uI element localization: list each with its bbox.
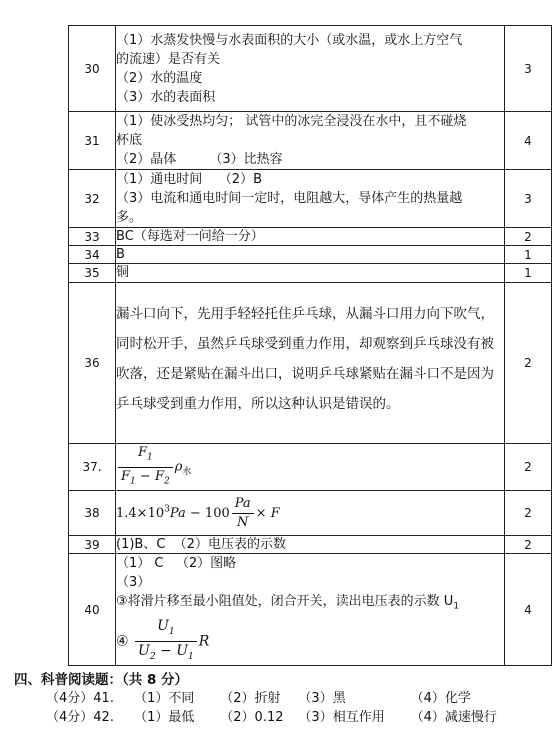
points-label: （4分）42.: [46, 710, 114, 725]
question-number: 37.: [69, 444, 116, 491]
question-number: 34: [69, 246, 116, 264]
fraction-denominator: N: [237, 514, 249, 530]
answer-line: （1）通电时间 （2）B: [116, 172, 262, 187]
score: 4: [505, 554, 552, 666]
question-number: 33: [69, 228, 116, 246]
score: 2: [505, 444, 552, 491]
table-row: [69, 246, 552, 264]
question-number: 32: [69, 170, 116, 228]
answer-item: （1）不同: [134, 691, 195, 706]
answer-line: 的流速）是否有关: [116, 51, 221, 67]
table-row: [69, 536, 552, 554]
answer-row-41: [46, 687, 471, 706]
answer-content: B: [116, 246, 505, 264]
score: 1: [505, 246, 552, 264]
formula-symbol: U: [138, 642, 150, 659]
answer-content: [116, 170, 505, 228]
table-row: [69, 283, 552, 444]
question-number: 31: [69, 112, 116, 170]
answer-row-42: [46, 706, 497, 725]
question-number: 30: [69, 26, 116, 112]
answer-line: （1） C （2）图略: [116, 556, 237, 572]
fraction: [118, 444, 173, 490]
formula-unit: Pa: [169, 505, 186, 521]
answer-item: （3）相互作用: [298, 710, 385, 725]
formula-number: 1.4×10: [116, 505, 165, 521]
formula-subscript: 1: [168, 626, 175, 637]
points-label: （4分）41.: [46, 691, 114, 706]
answer-line: [116, 592, 504, 617]
formula-symbol: R: [198, 633, 210, 650]
formula-subscript: 2: [149, 651, 156, 662]
score: 3: [505, 26, 552, 112]
formula-40: [116, 617, 504, 666]
table-row: [69, 264, 552, 283]
answer-line: （3）: [116, 575, 151, 591]
table-row: [69, 444, 552, 491]
answer-content: (1)B、C （2）电压表的示数: [116, 536, 505, 554]
formula-tail: × F: [255, 505, 280, 521]
formula-37: [116, 444, 505, 491]
answer-item: （4）减速慢行: [410, 710, 497, 725]
answer-content: BC（每选对一问给一分）: [116, 228, 505, 246]
answer-line: 多。: [116, 210, 143, 225]
formula-38: [116, 491, 505, 536]
question-number: 36: [69, 283, 116, 444]
formula-operator: − 100: [185, 505, 230, 521]
score: 3: [505, 170, 552, 228]
fraction-numerator: Pa: [232, 495, 254, 514]
formula-symbol: U: [176, 642, 189, 659]
answer-line: （1）水蒸发快慢与水表面积的大小（或水温，或水上方空气: [116, 32, 463, 48]
answer-line: （3）水的表面积: [116, 89, 216, 105]
formula-symbol: F: [121, 468, 131, 484]
answer-table: [68, 25, 552, 666]
answer-line: （1）使冰受热均匀； 试管中的冰完全浸没在水中，且不碰烧: [116, 114, 467, 129]
formula-operator: −: [155, 642, 177, 659]
formula-subscript: 1: [188, 651, 194, 662]
answer-item: （1）最低: [134, 710, 195, 725]
formula-symbol: U: [157, 617, 169, 634]
answer-text: ③将滑片移至最小阻值处，闭合开关，读出电压表的示数 U: [116, 594, 454, 610]
answer-item: （2）折射: [220, 691, 281, 706]
formula-subscript: 1: [147, 452, 153, 463]
answer-content: [116, 112, 505, 170]
formula-subscript: 水: [182, 467, 192, 478]
answer-item: （3）黑: [298, 691, 346, 706]
formula-subscript: 2: [163, 476, 170, 487]
formula-symbol: F: [154, 468, 164, 484]
answer-line: （2）水的温度: [116, 70, 203, 86]
formula-subscript: 1: [130, 476, 136, 487]
answer-content: 铜: [116, 264, 505, 283]
score: 2: [505, 283, 552, 444]
score: 2: [505, 536, 552, 554]
fraction: [135, 617, 197, 666]
answer-item: （2）0.12: [220, 710, 284, 725]
formula-subscript: 1: [453, 601, 460, 612]
table-row: [69, 554, 552, 666]
answer-paragraph: 漏斗口向下，先用手轻轻托住乒乓球，从漏斗口用力向下吹气，同时松开手，虽然乒乓球受到重力作用，却观察到乒乓球没有被吹落，还是紧贴在漏斗出口，说明乒乓球紧贴在漏斗口不是因为乒乓球受到重力作用，所以这种认识是错误的。: [116, 306, 494, 412]
score: 1: [505, 264, 552, 283]
formula-symbol: F: [137, 445, 147, 460]
answer-item: （4）化学: [410, 691, 471, 706]
score: 4: [505, 112, 552, 170]
question-number: 40: [69, 554, 116, 666]
table-row: [69, 26, 552, 112]
fraction: [232, 495, 254, 532]
answer-line: （3）电流和通电时间一定时，电阻越大，导体产生的热量越: [116, 191, 463, 206]
answer-content: [116, 554, 505, 666]
table-row: [69, 491, 552, 536]
step-marker: ④: [116, 633, 129, 650]
question-number: 38: [69, 491, 116, 536]
question-number: 35: [69, 264, 116, 283]
answer-line: 杯底: [116, 133, 143, 148]
table-row: [69, 112, 552, 170]
table-row: [69, 228, 552, 246]
score: 2: [505, 228, 552, 246]
question-number: 39: [69, 536, 116, 554]
answer-content: [116, 26, 505, 112]
section-title: 四、科普阅读题：（共 8 分）: [14, 672, 189, 688]
score: 2: [505, 491, 552, 536]
answer-content: [116, 283, 505, 444]
formula-operator: −: [135, 468, 155, 484]
table-row: [69, 170, 552, 228]
formula-symbol: ρ: [174, 459, 183, 475]
answer-line: （2）晶体 （3）比热容: [116, 152, 283, 167]
formula-exponent: 3: [164, 504, 170, 515]
